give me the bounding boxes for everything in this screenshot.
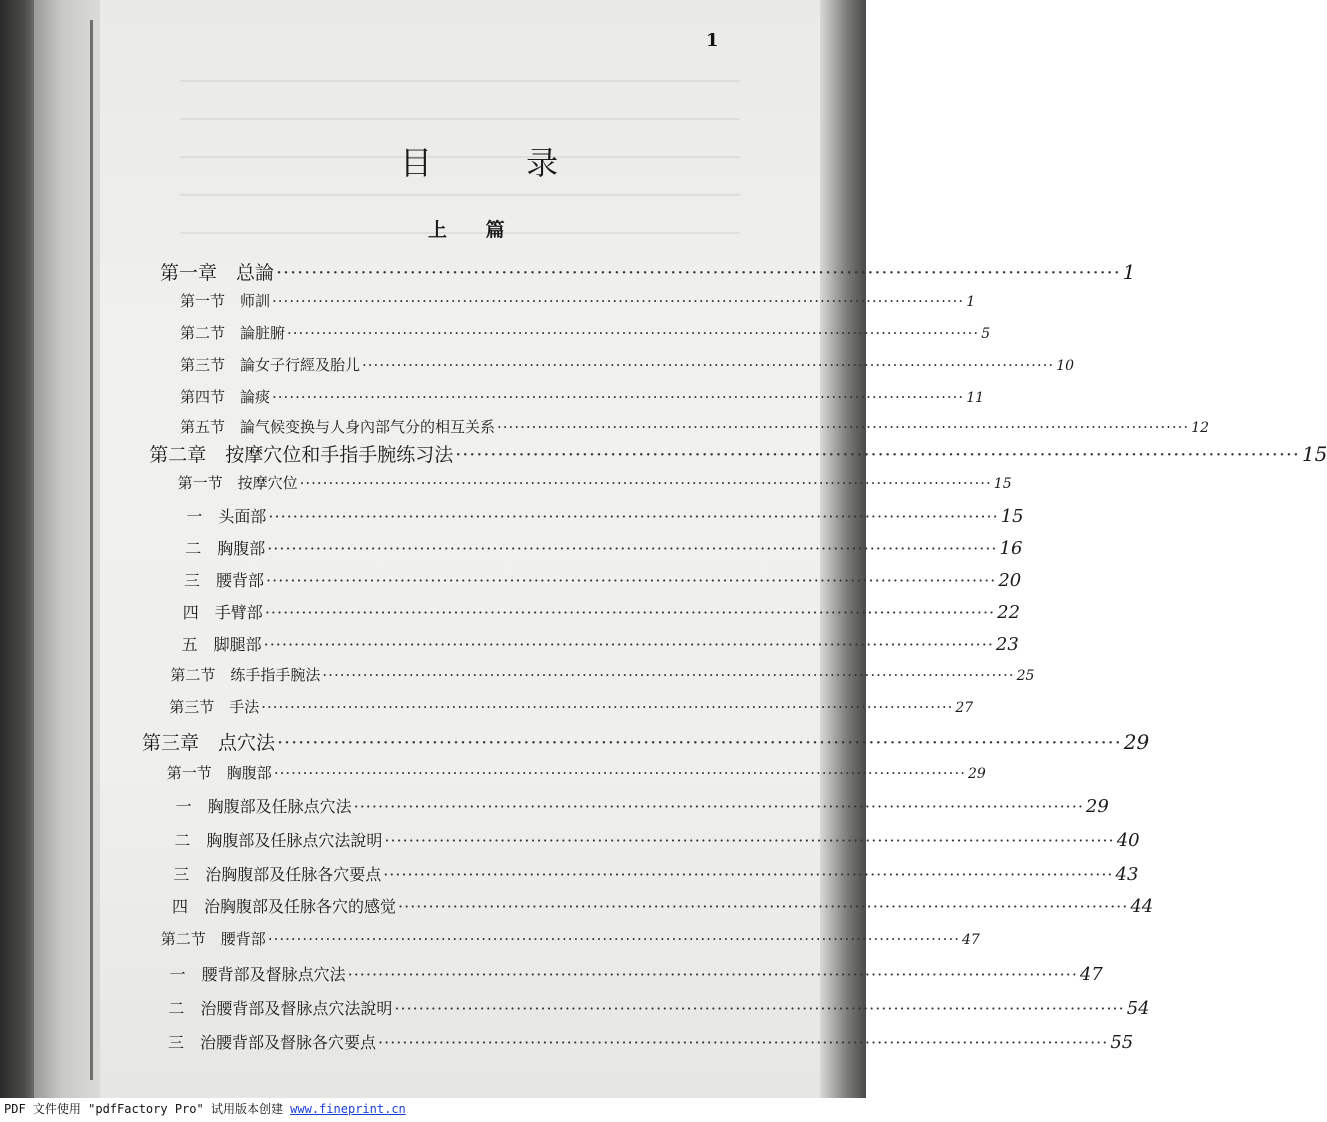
toc-entry [180,354,1075,375]
toc-entry-label: 第一章 总論 [160,262,275,284]
toc-entry [168,996,1150,1019]
toc-entry-label: 第一节 师訓 [180,292,271,310]
toc-entry-page: 20 [998,570,1022,591]
dot-leader: ························································································································ [383,865,1114,884]
toc-entry [160,928,980,949]
toc-entry [177,472,1012,493]
toc-entry-page: 47 [1079,964,1103,985]
toc-entry-page: 23 [995,634,1019,655]
toc-entry-page: 1 [1122,260,1136,284]
toc-entry-page: 10 [1056,358,1075,374]
dot-leader: ························································································································ [264,603,996,622]
toc-entry-page: 11 [966,390,985,406]
dot-leader: ························································································································ [287,324,980,342]
toc-entry [180,386,985,407]
toc-entry-label: 四 治胸腹部及任脉各穴的感觉 [172,897,397,916]
page-number: 1 [706,30,719,51]
toc-entry [169,696,974,717]
toc-entry-label: 第二节 腰背部 [160,930,266,948]
toc-entry-label: 第一节 按摩穴位 [177,474,298,492]
toc-entry [175,794,1109,817]
toc-entry-label: 第三节 論女子行經及胎儿 [180,356,361,374]
toc-entry [168,1030,1134,1053]
dot-leader: ························································································································ [322,666,1015,684]
toc-entry-page: 15 [1301,442,1327,466]
toc-entry [142,728,1150,755]
toc-entry [181,632,1019,655]
dot-leader: ························································································································ [347,965,1078,984]
toc-entry-label: 一 头面部 [186,507,267,526]
dot-leader: ························································································································ [263,635,994,654]
toc-entry-page: 22 [997,602,1021,623]
toc-entry-page: 15 [993,476,1012,492]
toc-entry [180,290,976,311]
toc-entry [184,568,1022,591]
toc-entry [186,504,1024,527]
dot-leader: ························································································································ [394,999,1125,1018]
toc-entry-page: 12 [1191,420,1210,436]
toc-entry-page: 29 [1085,796,1109,817]
dot-leader: ························································································································ [261,698,954,716]
toc-entry-page: 5 [981,326,991,342]
toc-entry-label: 二 胸腹部 [185,539,266,558]
toc-entry-page: 54 [1126,998,1150,1019]
toc-entry [182,600,1021,623]
dot-leader: ························································································································ [277,732,1122,754]
pdf-footer [4,1100,406,1117]
toc-entry-page: 29 [1123,730,1150,754]
toc-entry [170,664,1035,685]
toc-entry-label: 四 手臂部 [182,603,263,622]
toc-entry-page: 44 [1130,896,1154,917]
toc-entry-label: 二 胸腹部及任脉点穴法說明 [174,831,383,850]
toc-entry-label: 三 治腰背部及督脉各穴要点 [168,1033,377,1052]
dot-leader: ························································································································ [266,571,997,590]
dot-leader: ························································································································ [276,262,1121,284]
toc-entry-label: 第二章 按摩穴位和手指手腕练习法 [149,444,454,466]
dot-leader: ························································································································ [273,764,966,782]
toc-entry-page: 1 [966,294,976,310]
toc-entry-label: 第二节 論脏腑 [180,324,286,342]
toc-entry-label: 第一节 胸腹部 [166,764,272,782]
dot-leader: ························································································································ [497,418,1190,436]
dot-leader: ························································································································ [378,1033,1109,1052]
dot-leader: ························································································································ [272,292,965,310]
toc-entry-page: 55 [1110,1032,1134,1053]
toc-entry-label: 第三章 点穴法 [142,732,276,754]
toc-entry-page: 15 [1000,506,1024,527]
toc-entry-page: 47 [961,932,980,948]
dot-leader: ························································································································ [268,507,999,526]
page-title: 目 录 [400,144,601,182]
toc-entry-label: 一 胸腹部及任脉点穴法 [175,797,352,816]
toc-entry-label: 三 腰背部 [184,571,265,590]
toc-entry-label: 二 治腰背部及督脉点穴法說明 [168,999,393,1018]
toc-entry-page: 25 [1016,668,1035,684]
toc-entry-label: 第二节 练手指手腕法 [170,666,321,684]
dot-leader: ························································································································ [267,930,960,948]
toc-entry-page: 16 [999,538,1023,559]
toc-entry-label: 第四节 論痰 [180,388,271,406]
toc-entry [185,536,1023,559]
toc-entry-label: 五 脚腿部 [181,635,262,654]
dot-leader: ························································································································ [455,444,1300,466]
part-title: 上 篇 [428,219,521,241]
toc-entry [174,828,1140,851]
dot-leader: ························································································································ [272,388,965,406]
toc-entry-page: 29 [967,766,986,782]
toc-entry [149,440,1327,467]
toc-entry [180,322,991,343]
dot-leader: ························································································································ [267,539,998,558]
toc-entry [169,962,1103,985]
footer-text: PDF 文件使用 "pdfFactory Pro" 试用版本创建 [4,1102,291,1116]
toc-entry [172,894,1154,917]
toc-entry [166,762,986,783]
dot-leader: ························································································································ [353,797,1084,816]
toc-entry-label: 三 治胸腹部及任脉各穴要点 [173,865,382,884]
dot-leader: ························································································································ [398,897,1129,916]
toc-entry-page: 27 [955,700,974,716]
toc-entry-label: 第五节 論气候变换与人身內部气分的相互关系 [180,418,496,436]
toc-entry [180,416,1210,437]
toc-entry-page: 40 [1116,830,1140,851]
dot-leader: ························································································································ [384,831,1115,850]
toc-entry-label: 第三节 手法 [169,698,260,716]
dot-leader: ························································································································ [362,356,1055,374]
toc-entry [173,862,1139,885]
toc-entry [160,258,1136,285]
dot-leader: ························································································································ [299,474,992,492]
footer-link[interactable]: www.fineprint.cn [290,1102,406,1116]
toc-entry-page: 43 [1115,864,1139,885]
toc-entry-label: 一 腰背部及督脉点穴法 [169,965,346,984]
